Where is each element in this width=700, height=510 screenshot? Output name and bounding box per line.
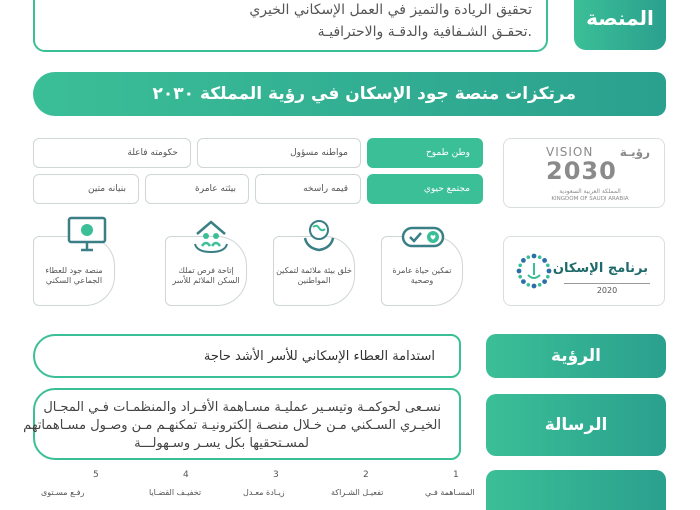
goal-number-4: 4 — [183, 470, 189, 480]
goal-text-1: المسـاهمة فـي — [425, 488, 475, 497]
pill-thriving-environment: بيئته عامرة — [145, 174, 249, 204]
vision-2030-sub-en: KINGDOM OF SAUDI ARABIA — [551, 196, 629, 202]
vision-label: الرؤية — [486, 334, 666, 378]
house-family-icon — [191, 216, 235, 260]
goal-number-3: 3 — [273, 470, 279, 480]
mission-line-3: لمسـتحقيها بكل يسـر وسـهولـــة — [134, 436, 309, 451]
toggle-heart-icon — [401, 222, 445, 266]
vision-2030-ar: رؤيـة — [619, 145, 650, 159]
vision-2030-sub-ar: المملكة العربية السعودية — [559, 188, 621, 195]
platform-label: المنصة — [574, 0, 666, 50]
goal-text-4: تخفيـف القضـايا — [149, 488, 202, 497]
goal-text-2: تفعيـل الشـراكة — [331, 488, 384, 497]
vision-text-box: استدامة العطاء الإسكاني للأسر الأشد حاجة — [33, 334, 461, 378]
platform-statement-line-2: تحقـق الشـفافية والدقـة والاحترافيـة. — [317, 24, 532, 40]
pillar-card-jood-text: منصة جود للعطاء الجماعي السكني — [45, 266, 103, 285]
housing-program-emblem-icon — [514, 251, 554, 291]
pillars-panel — [33, 128, 483, 322]
housing-program-year: 2020 — [564, 283, 650, 295]
pillar-card-healthy-life-text: تمكين حياة عامرة وصحية — [392, 266, 452, 285]
housing-program-logo-card — [503, 236, 665, 306]
mission-label: الرسالة — [486, 394, 666, 456]
globe-hands-icon — [299, 216, 343, 260]
goal-text-3: زيـادة معـدل — [243, 488, 285, 497]
pill-ambitious-nation: وطن طموح — [367, 138, 483, 168]
vision-2030-en: VISION — [546, 145, 594, 159]
platform-statement-line-1: تحقيق الريادة والتميز في العمل الإسكاني الخيري — [249, 2, 532, 18]
vision-2030-year: 2030 — [546, 157, 617, 185]
housing-program-name: برنامج الإسكان — [552, 261, 648, 276]
pillars-banner: مرتكزات منصة جود الإسكان في رؤية المملكة ٢٠٣٠ — [33, 72, 666, 116]
pill-responsible-citizen: مواطنه مسؤول — [197, 138, 361, 168]
pill-strong-values: قيمه راسخه — [255, 174, 361, 204]
pillar-card-housing-text: إتاحة فرص تملك السكن الملائم للأسر — [172, 266, 240, 285]
mission-line-1: نسـعى لحوكمـة وتيسـير عمليـة مسـاهمة الأفـراد والمنظمـات فـي المجـال — [43, 400, 441, 415]
mission-line-2: الخيـري السـكني مـن خـلال منصـة إلكترونيـة تمكنهـم مـن وصـول مسـاهماتهم — [23, 418, 441, 433]
pill-solid-foundation: بنيانه متين — [33, 174, 139, 204]
vision-2030-logo-card — [503, 138, 665, 208]
goal-number-1: 1 — [453, 470, 459, 480]
mission-text-box — [23, 388, 461, 460]
pillar-card-environment-text: خلق بيئة ملائمة لتمكين المواطنين — [276, 266, 352, 285]
goal-number-2: 2 — [363, 470, 369, 480]
goal-text-5: رفـع مسـتوى — [41, 488, 85, 497]
platform-statement-box — [33, 0, 548, 52]
pill-vibrant-society: مجتمع حيوي — [367, 174, 483, 204]
goals-label-tab — [486, 470, 666, 510]
pill-effective-government: حكومته فاعلة — [33, 138, 191, 168]
computer-coin-icon — [65, 216, 109, 260]
goals-row — [33, 470, 483, 500]
goal-number-5: 5 — [93, 470, 99, 480]
